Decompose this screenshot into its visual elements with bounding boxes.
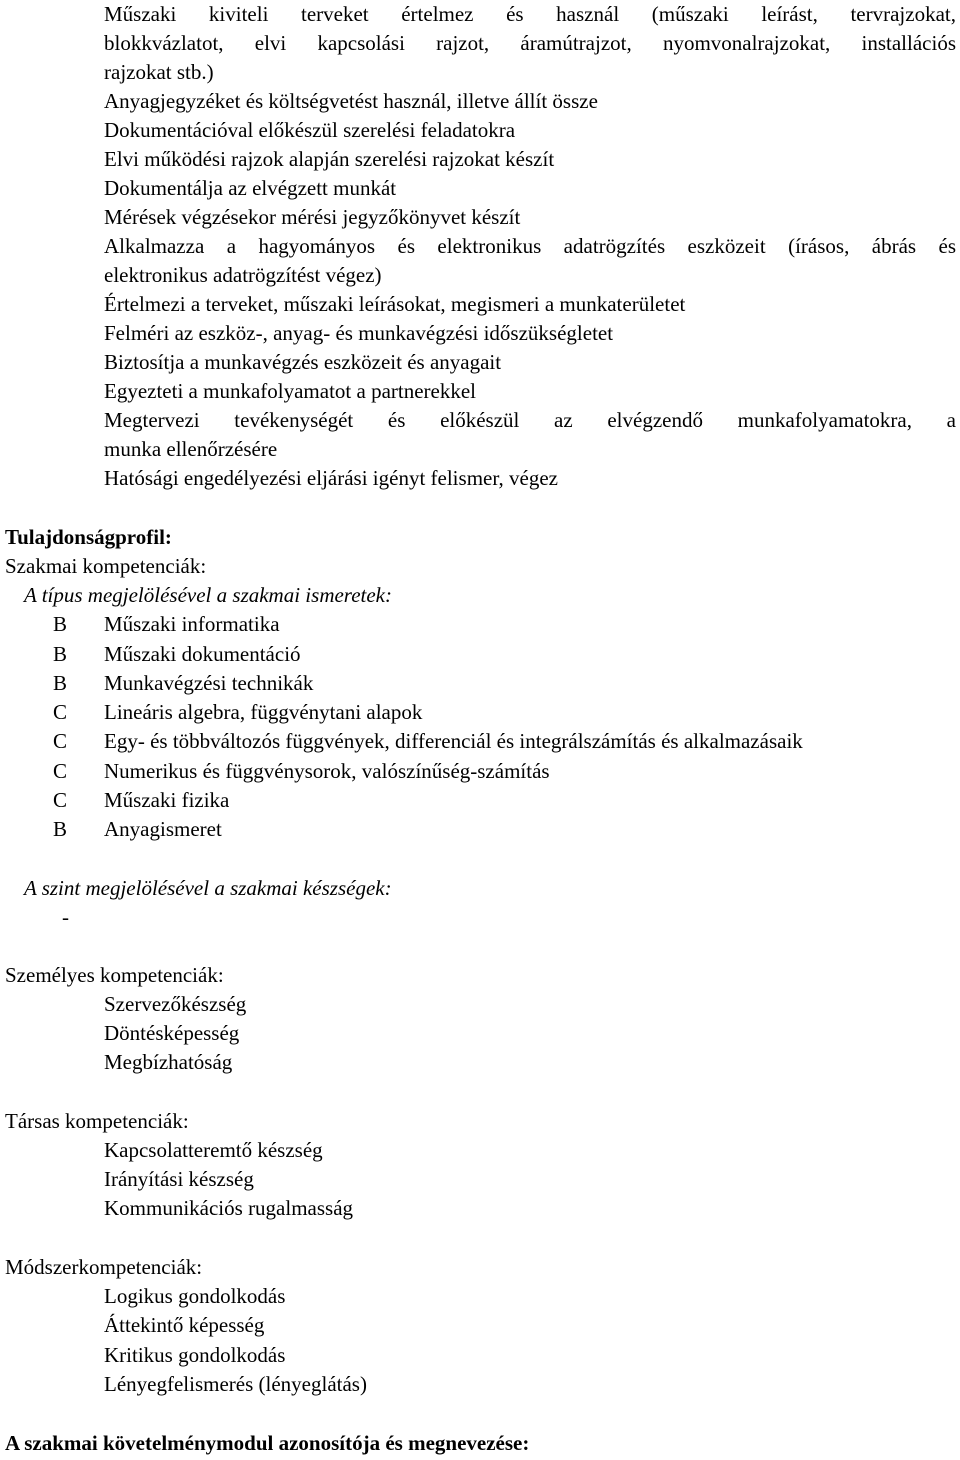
- activity-line: Felméri az eszköz-, anyag- és munkavégzési időszükségletet: [104, 321, 614, 345]
- activity-line: Hatósági engedélyezési eljárási igényt felismer, végez: [104, 466, 558, 490]
- profile-heading: Tulajdonságprofil:: [5, 525, 172, 549]
- knowledge-item: Munkavégzési technikák: [104, 671, 314, 695]
- social-competency-item: Kommunikációs rugalmasság: [104, 1196, 354, 1220]
- social-competencies-label: Társas kompetenciák:: [5, 1109, 189, 1133]
- knowledge-item: Műszaki dokumentáció: [104, 642, 301, 666]
- activity-line: Dokumentálja az elvégzett munkát: [104, 176, 397, 200]
- knowledge-grade: B: [53, 817, 68, 841]
- activity-line: Anyagjegyzéket és költségvetést használ, illetve állít össze: [104, 89, 598, 113]
- knowledge-item: Anyagismeret: [104, 817, 222, 841]
- personal-competency-item: Megbízhatóság: [104, 1050, 233, 1074]
- knowledge-grade: C: [53, 700, 68, 724]
- knowledge-item: Numerikus és függvénysorok, valószínűség-számítás: [104, 759, 550, 783]
- knowledge-grade: C: [53, 729, 68, 753]
- activity-line: Egyezteti a munkafolyamatot a partnerekkel: [104, 379, 477, 403]
- activity-line: Műszaki kiviteli terveket értelmez és használ (műszaki leírást, tervrajzokat,: [104, 2, 956, 26]
- social-competency-item: Kapcsolatteremtő készség: [104, 1138, 323, 1162]
- activity-line: Elvi működési rajzok alapján szerelési rajzokat készít: [104, 147, 555, 171]
- method-competency-item: Lényegfelismerés (lényeglátás): [104, 1372, 367, 1396]
- activity-line: Mérések végzésekor mérési jegyzőkönyvet készít: [104, 205, 521, 229]
- activity-line: elektronikus adatrögzítést végez): [104, 263, 382, 287]
- skills-heading: A szint megjelölésével a szakmai készségek:: [24, 876, 392, 900]
- activity-line: Megtervezi tevékenységét és előkészül az elvégzendő munkafolyamatokra, a: [104, 408, 956, 432]
- method-competencies-label: Módszerkompetenciák:: [5, 1255, 203, 1279]
- social-competency-item: Irányítási készség: [104, 1167, 254, 1191]
- skills-value: -: [62, 905, 69, 929]
- personal-competencies-label: Személyes kompetenciák:: [5, 963, 224, 987]
- personal-competency-item: Döntésképesség: [104, 1021, 240, 1045]
- knowledge-item: Lineáris algebra, függvénytani alapok: [104, 700, 423, 724]
- knowledge-item: Egy- és többváltozós függvények, differenciál és integrálszámítás és alkalmazásaik: [104, 729, 803, 753]
- method-competency-item: Kritikus gondolkodás: [104, 1343, 286, 1367]
- module-heading: A szakmai követelménymodul azonosítója és megnevezése:: [5, 1431, 530, 1455]
- knowledge-grade: B: [53, 671, 68, 695]
- knowledge-grade: C: [53, 788, 68, 812]
- method-competency-item: Logikus gondolkodás: [104, 1284, 286, 1308]
- knowledge-item: Műszaki fizika: [104, 788, 230, 812]
- personal-competency-item: Szervezőkészség: [104, 992, 247, 1016]
- knowledge-grade: B: [53, 642, 68, 666]
- professional-competencies-label: Szakmai kompetenciák:: [5, 554, 207, 578]
- knowledge-grade: B: [53, 612, 68, 636]
- activity-line: munka ellenőrzésére: [104, 437, 278, 461]
- method-competency-item: Áttekintő képesség: [104, 1313, 265, 1337]
- activity-line: blokkvázlatot, elvi kapcsolási rajzot, áramútrajzot, nyomvonalrajzokat, installációs: [104, 31, 956, 55]
- activity-line: Alkalmazza a hagyományos és elektronikus adatrögzítés eszközeit (írásos, ábrás és: [104, 234, 956, 258]
- knowledge-heading: A típus megjelölésével a szakmai ismeretek:: [24, 583, 392, 607]
- activity-line: Értelmezi a terveket, műszaki leírásokat, megismeri a munkaterületet: [104, 292, 686, 316]
- knowledge-grade: C: [53, 759, 68, 783]
- knowledge-item: Műszaki informatika: [104, 612, 280, 636]
- activity-line: Dokumentációval előkészül szerelési feladatokra: [104, 118, 516, 142]
- activity-line: Biztosítja a munkavégzés eszközeit és anyagait: [104, 350, 502, 374]
- activity-line: rajzokat stb.): [104, 60, 214, 84]
